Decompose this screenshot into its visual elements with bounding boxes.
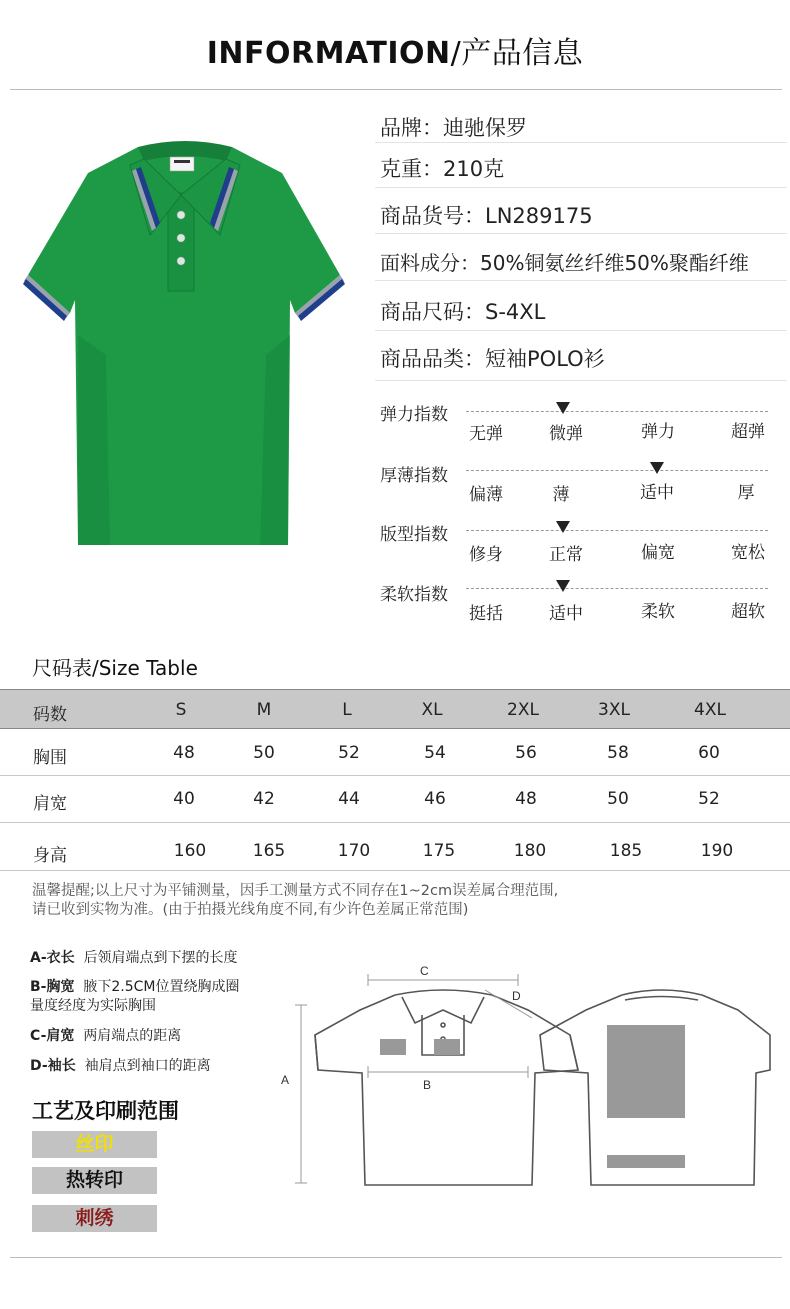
- size-cell: 56: [515, 743, 537, 763]
- title-en: INFORMATION: [206, 36, 451, 71]
- measurement-key: C-肩宽: [30, 1028, 75, 1044]
- index-option: 超弹: [731, 422, 765, 442]
- size-cell: 185: [609, 841, 643, 861]
- size-table-title: 尺码表/Size Table: [32, 656, 198, 680]
- size-cell: 40: [173, 789, 195, 809]
- size-header-cell: 3XL: [598, 700, 630, 720]
- note-line: 请已收到实物为准。(由于拍摄光线角度不同,有少许色差属正常范围): [32, 902, 469, 918]
- index-option-selected: 适中: [640, 483, 674, 503]
- spec-divider: [375, 187, 787, 188]
- polo-shirt-front: [23, 141, 345, 545]
- front-print-area-left: [380, 1039, 406, 1055]
- spec-material: 面料成分：50%铜氨丝纤维50%聚酯纤维: [380, 251, 749, 275]
- product-image: [20, 135, 360, 550]
- spec-size-range: 商品尺码：S-4XL: [380, 300, 546, 324]
- measurement-text: 量度经度为实际胸围: [30, 998, 156, 1014]
- front-print-area-right: [434, 1039, 460, 1055]
- footer-divider: [10, 1257, 782, 1258]
- measurement-text: 腋下2.5CM位置绕胸成圈: [83, 979, 240, 995]
- size-cell: 58: [607, 743, 629, 763]
- size-cell: 52: [338, 743, 360, 763]
- page-title: [0, 28, 790, 72]
- measurement-text: 袖肩点到袖口的距离: [84, 1058, 211, 1074]
- size-header-cell: L: [342, 700, 352, 720]
- measurement-key: D-袖长: [30, 1058, 76, 1074]
- size-table-header-row: [0, 689, 790, 729]
- size-header-cell: 2XL: [507, 700, 539, 720]
- index-option: 偏宽: [641, 543, 675, 563]
- spec-category: 商品品类：短袖POLO衫: [380, 347, 605, 371]
- size-cell: 42: [253, 789, 275, 809]
- index-option-selected: 正常: [549, 545, 583, 565]
- size-row-label: 身高: [33, 846, 67, 866]
- measurement-d: [30, 1057, 290, 1076]
- spec-brand: 品牌：迪驰保罗: [380, 116, 527, 140]
- index-option: 无弹: [469, 424, 503, 444]
- craft-silkscreen: 丝印: [32, 1131, 157, 1158]
- index-marker-arrow: [556, 402, 570, 414]
- size-header-cell: XL: [421, 700, 443, 720]
- craft-title: 工艺及印刷范围: [32, 1099, 179, 1123]
- index-option: 挺括: [469, 604, 503, 624]
- index-scale-line: [466, 411, 768, 412]
- measurement-text: 后领肩端点到下摆的长度: [83, 950, 238, 966]
- index-option: 弹力: [641, 422, 675, 442]
- size-cell: 60: [698, 743, 720, 763]
- size-header-cell: 4XL: [694, 700, 726, 720]
- size-row-divider: [0, 822, 790, 823]
- index-marker-arrow: [556, 521, 570, 533]
- title-cn: /产品信息: [450, 36, 584, 71]
- size-cell: 44: [338, 789, 360, 809]
- note-line: 温馨提醒;以上尺寸为平铺测量，因手工测量方式不同存在1~2cm误差属合理范围,: [32, 883, 559, 899]
- index-marker-arrow: [650, 462, 664, 474]
- size-row-label: 肩宽: [33, 794, 67, 814]
- measurement-key: B-胸宽: [30, 979, 75, 995]
- measurement-diagram: [270, 955, 775, 1190]
- size-row-label: 胸围: [33, 748, 67, 768]
- index-label-elasticity: 弹力指数: [380, 405, 448, 425]
- dimension-lines: [295, 974, 532, 1183]
- back-print-area: [607, 1025, 685, 1118]
- index-scale-line: [466, 588, 768, 589]
- index-option-selected: 适中: [549, 604, 583, 624]
- diagram-label-d: D: [512, 989, 521, 1003]
- measurement-c: [30, 1027, 290, 1046]
- diagram-label-b: B: [423, 1078, 432, 1092]
- measurement-key: A-衣长: [30, 950, 75, 966]
- spec-divider: [375, 280, 787, 281]
- size-cell: 46: [424, 789, 446, 809]
- size-header-cell: S: [175, 700, 187, 720]
- size-cell: 48: [173, 743, 195, 763]
- spec-item-number: 商品货号：LN289175: [380, 204, 593, 228]
- index-option: 薄: [552, 485, 570, 505]
- size-cell: 180: [513, 841, 547, 861]
- index-option: 厚: [737, 483, 755, 503]
- index-option-selected: 微弹: [549, 424, 583, 444]
- index-label-thickness: 厚薄指数: [380, 466, 448, 486]
- index-scale-line: [466, 470, 768, 471]
- size-cell: 160: [173, 841, 207, 861]
- index-label-softness: 柔软指数: [380, 585, 448, 605]
- index-scale-line: [466, 530, 768, 531]
- craft-embroidery: 刺绣: [32, 1205, 157, 1232]
- size-row-divider: [0, 775, 790, 776]
- size-header-cell: M: [256, 700, 272, 720]
- index-marker-arrow: [556, 580, 570, 592]
- measurement-text: 两肩端点的距离: [83, 1028, 182, 1044]
- header-divider: [10, 89, 782, 90]
- size-cell: 50: [253, 743, 275, 763]
- diagram-label-c: C: [420, 964, 429, 978]
- index-option: 宽松: [731, 543, 765, 563]
- size-cell: 50: [607, 789, 629, 809]
- index-option: 超软: [731, 602, 765, 622]
- size-cell: 175: [422, 841, 456, 861]
- spec-divider: [375, 233, 787, 234]
- back-hem-print-area: [607, 1155, 685, 1168]
- measurement-a: [30, 949, 290, 968]
- size-cell: 165: [252, 841, 286, 861]
- measurement-b: [30, 978, 290, 1016]
- size-cell: 52: [698, 789, 720, 809]
- front-shirt-outline: [315, 990, 578, 1185]
- spec-divider: [375, 142, 787, 143]
- diagram-label-a: A: [281, 1073, 290, 1087]
- spec-divider: [375, 380, 787, 381]
- size-cell: 170: [337, 841, 371, 861]
- measurement-note: [32, 882, 772, 920]
- size-row-divider: [0, 870, 790, 871]
- size-cell: 54: [424, 743, 446, 763]
- spec-divider: [375, 330, 787, 331]
- craft-heat-transfer: 热转印: [32, 1167, 157, 1194]
- index-label-fit: 版型指数: [380, 525, 448, 545]
- spec-weight: 克重：210克: [380, 157, 505, 181]
- size-cell: 190: [700, 841, 734, 861]
- index-option: 柔软: [641, 602, 675, 622]
- size-header-label: 码数: [33, 705, 67, 725]
- size-cell: 48: [515, 789, 537, 809]
- index-option: 偏薄: [469, 485, 503, 505]
- index-option: 修身: [469, 545, 503, 565]
